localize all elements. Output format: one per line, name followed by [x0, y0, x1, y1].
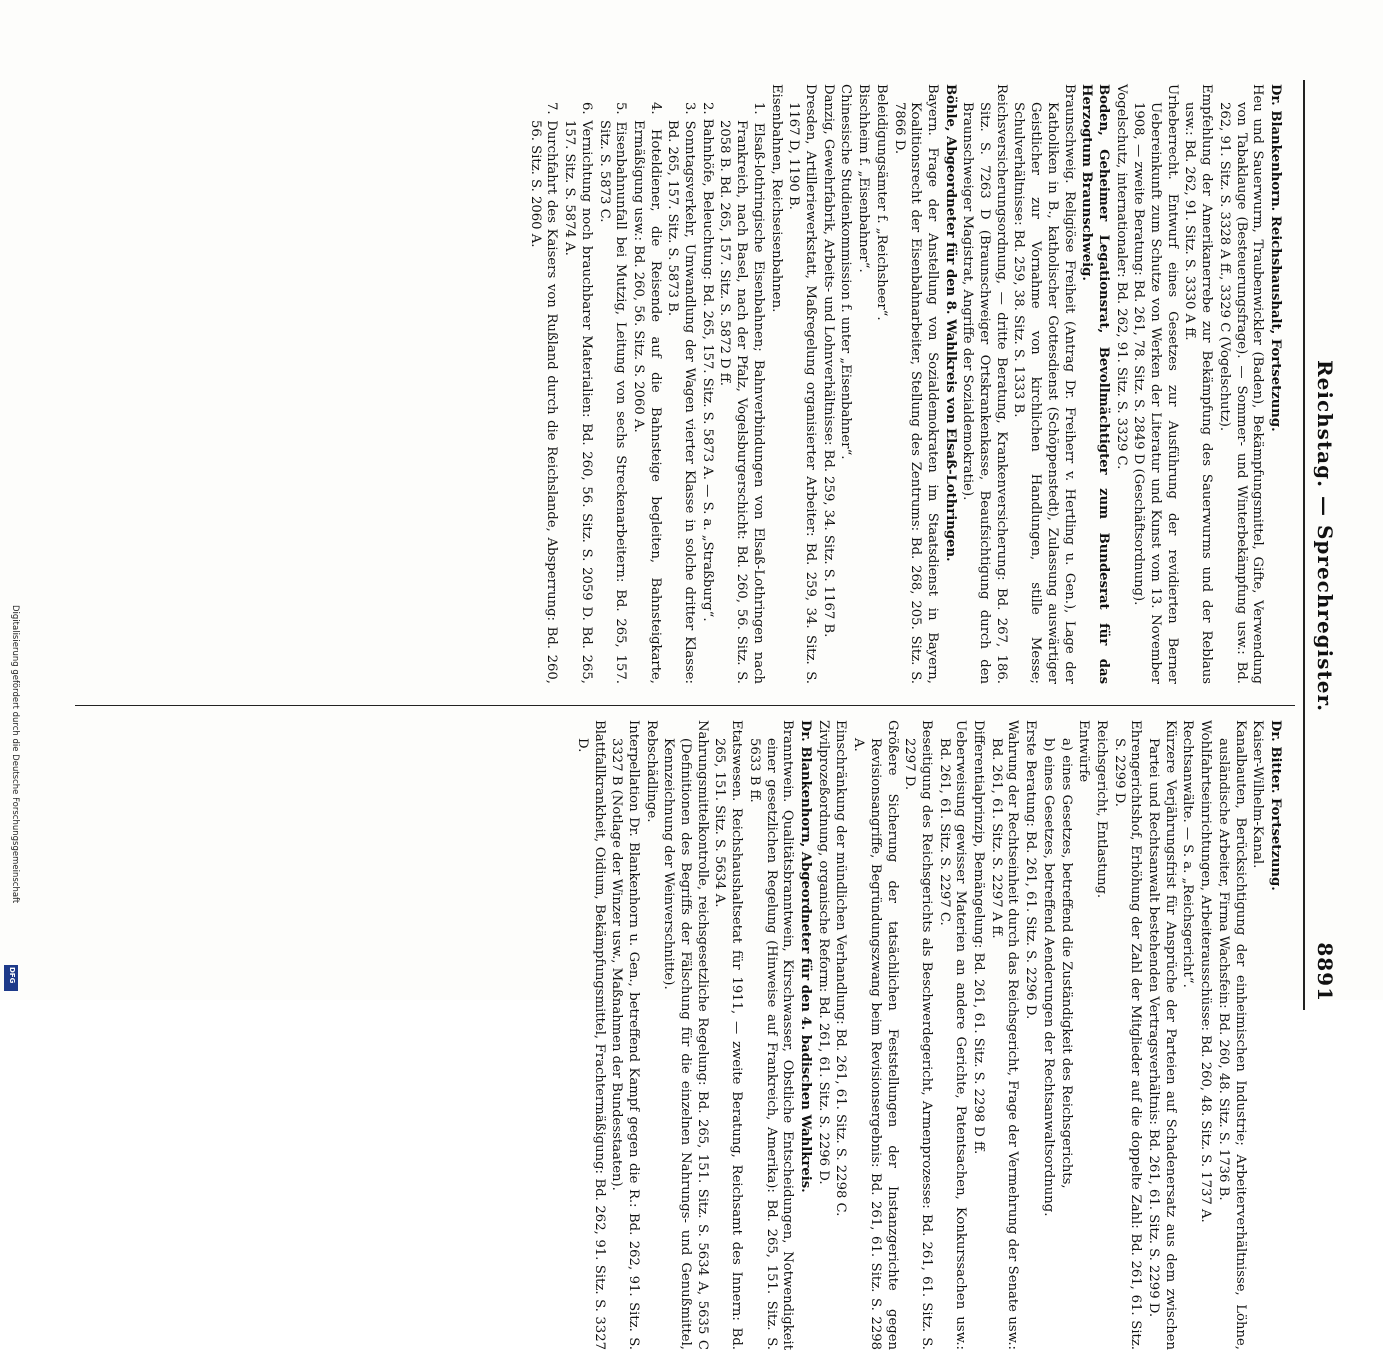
rotated-register-page	[65, 80, 1345, 1350]
entry-text: b) eines Gesetzes, betreffend Aenderungen der Rechtsanwaltsordnung.	[1040, 738, 1056, 1217]
entry-text: Danzig, Gewehrfabrik, Arbeits- und Lohnverhältnisse: Bd. 259, 34. Sitz. S. 1167 B.	[820, 84, 836, 638]
digitization-note: Digitalisierung gefördert durch die Deutsche Forschungsgemeinschaft	[10, 605, 20, 904]
entry-text: 3. Sonntagsverkehr, Umwandlung der Wagen vierter Klasse in solche dritter Klasse: Bd. 265, 157. Sitz. S. 5873 B.	[665, 102, 698, 684]
entry-text: Vogelschutz, internationaler: Bd. 262, 91. Sitz. S. 3329 C.	[1113, 84, 1129, 470]
entry-text: Erste Beratung: Bd. 261, 61. Sitz. S. 2296 D.	[1023, 720, 1039, 1020]
entry-text: Einschränkung der mündlichen Verhandlung: Bd. 261, 61. Sitz. S. 2298 C.	[833, 720, 849, 1217]
entry-text: Größere Sicherung der tatsächlichen Feststellungen der Instanzgerichte gegen Revisionsangriffe, Begründungszwang beim Revisionsergebnis: Bd. 261, 61. Sitz. S. 2298 A.	[851, 720, 900, 1350]
entry-text: Kanalbauten, Berücksichtigung der einheimischen Industrie; Arbeiterverhältnisse, Löhne, ausländische Arbeiter, Firma Wachsfein: Bd. 260, 48. Sitz. S. 1736 B.	[1215, 720, 1248, 1350]
entry-text: Rechtsanwälte. — S. a. „Reichsgericht“.	[1180, 720, 1196, 988]
entry-text: Branntwein. Qualitätsbranntwein, Kirschwasser, Obstliche Entscheidungen, Notwendigkeit einer gesetzlichen Regelung (Hinweise auf Frankreich, Amerika): Bd. 265, 151. Sitz. S. 5633 B ff.	[746, 720, 796, 1350]
entry-text: Heu und Sauerwurm, Traubenwickler (Baden), Bekämpfungsmittel, Gifte, Verwendung von Tabaklauge (Besteuerungsfrage). — Sommer- und Winterbekämpfung usw.: Bd. 262, 91. Sitz. S. 3328 A ff., 3329 C (Vogelschutz).	[1216, 84, 1266, 684]
entry-text: Chinesische Studienkommission f. unter „Eisenbahner“.	[838, 84, 854, 460]
header-rule	[1303, 80, 1305, 1010]
entry-text: Beseitigung des Reichsgerichts als Beschwerdegericht, Armenprozesse: Bd. 261, 61. Sitz. S. 2297 D.	[902, 720, 934, 1350]
entry-text: Entwürfe	[1076, 720, 1092, 783]
entry-text: Reichsgericht, Entlastung.	[1093, 720, 1109, 899]
entry-text: Eisenbahnen, Reichseisenbahnen.	[768, 84, 784, 313]
entry-text: Bischheim f. „Eisenbahner“.	[856, 84, 872, 273]
entry-text: Ehrengerichtshof, Erhöhung der Zahl der Mitglieder auf die doppelte Zahl: Bd. 261, 61. Sitz. S. 2299 D.	[1111, 720, 1144, 1350]
entry-text: Ueberweisung gewisser Materien an andere Gerichte, Patentsachen, Konkurssachen usw.: Bd. 261, 61. Sitz. S. 2297 C.	[936, 720, 969, 1350]
entry-heading: Böhle, Abgeordneter für den 8. Wahlkreis von Elsaß-Lothringen.	[942, 84, 958, 562]
entry-text: 1. Elsaß-lothringische Eisenbahnen; Bahnverbindungen von Elsaß-Lothringen nach Frankreich, nach Basel, nach der Pfalz, Vogelsburgerschicht: Bd. 260, 56. Sitz. S. 2058 B. Bd. 265, 157. Sitz. S. 5872 D ff.	[717, 102, 766, 684]
page-number: 8891	[1313, 942, 1337, 1002]
entry-text: a) eines Gesetzes, betreffend die Zuständigkeit des Reichsgerichts,	[1058, 738, 1074, 1189]
entry-text: 4. Hoteldiener, die Reisende auf die Bahnsteige begleiten, Bahnsteigkarte, Ermäßigung usw.: Bd. 260, 56. Sitz. S. 2060 A.	[630, 102, 663, 684]
entry-text: 7. Durchfahrt des Kaisers von Rußland durch die Reichslande, Absperrung: Bd. 260, 56. Sitz. S. 2060 A.	[527, 102, 560, 684]
entry-text: Empfehlung der Amerikanerrebe zur Bekämpfung des Sauerwurms und der Reblaus usw.: Bd. 262, 91. Sitz. S. 3330 A ff.	[1182, 84, 1215, 684]
entry-text: Braunschweig. Religiöse Freiheit (Antrag Dr. Freiherr v. Hertling u. Gen.), Lage der Katholiken in B., katholischer Gottesdienst (Schöppenstedt), Zulassung auswärtiger Geistlicher zur Vornahme von kirchlichen Handlungen, stille Messe; Schulverhältnisse: Bd. 259, 38. Sitz. S. 1333 B.	[1011, 84, 1077, 684]
entry-text: Blattfallkrankheit, Oidium, Bekämpfungsmittel, Frachtermäßigung: Bd. 262, 91. Sitz. S. 3327 D.	[574, 720, 607, 1350]
entry-text: Beleidigungsämter f. „Reichsheer“.	[873, 84, 889, 321]
entry-text: Bayern. Frage der Anstellung von Sozialdemokraten im Staatsdienst in Bayern, Koalitionsrecht der Eisenbahnarbeiter, Stellung des Zentrums: Bd. 268, 205. Sitz. S. 7866 D.	[891, 84, 940, 684]
entry-text: Differentialprinzip, Bemängelung: Bd. 261, 61. Sitz. S. 2298 D ff.	[971, 720, 987, 1155]
entry-text: 5. Eisenbahnunfall bei Mutzig, Leitung von sechs Streckenarbeitern: Bd. 265, 157. Sitz. S. 5873 C.	[596, 102, 629, 684]
column-divider	[75, 705, 1295, 706]
right-column	[572, 720, 1283, 1350]
entry-heading: Dr. Blankenhorn, Abgeordneter für den 4. badischen Wahlkreis.	[798, 720, 814, 1193]
entry-text: Reichsversicherungsordnung, — dritte Beratung, Krankenversicherung: Bd. 267, 186. Sitz. S. 7263 D (Braunschweiger Ortskrankenkasse, Beaufsichtigung durch den Braunschweiger Magistrat, Angriffe der Sozialdemokratie).	[960, 84, 1009, 684]
entry-text: Zivilprozeßordnung, organische Reform: Bd. 261, 61. Sitz. S. 2296 D.	[815, 720, 831, 1185]
entry-text: 6. Vernichtung noch brauchbarer Materialien: Bd. 260, 56. Sitz. S. 2059 D. Bd. 265, 157. Sitz. S. 5874 A.	[562, 102, 594, 684]
entry-text: Nahrungsmittelkontrolle, reichsgesetzliche Regelung: Bd. 265, 151. Sitz. S. 5634 A, 5635 C (Definitionen des Begriffs der Fälschung für die einzelnen Nahrungs- und Genußmittel, Kennzeichnung der Weinverschnitte).	[661, 720, 710, 1350]
running-head: Reichstag. — Sprechregister.	[1313, 360, 1337, 713]
entry-text: Rebschädlinge.	[643, 720, 659, 823]
entry-text: Wohlfahrtseinrichtungen, Arbeiterausschüsse: Bd. 260, 48. Sitz. S. 1737 A.	[1198, 720, 1214, 1223]
dfg-logo: DFG	[4, 965, 18, 991]
entry-text: Urheberrecht. Entwurf eines Gesetzes zur Ausführung der revidierten Berner Uebereinkunft zum Schutze von Werken der Literatur und Kunst vom 13. November 1908, — zweite Beratung: Bd. 261, 78. Sitz. S. 2849 D (Geschäftsordnung).	[1131, 84, 1180, 684]
entry-text: Interpellation Dr. Blankenhorn u. Gen., betreffend Kampf gegen die R.: Bd. 262, 91. Sitz. S. 3327 B (Notlage der Winzer usw., Maßnahmen der Bundesstaaten).	[609, 720, 641, 1350]
entry-text: Etatswesen. Reichshaushaltsetat für 1911, — zweite Beratung, Reichsamt des Innern: Bd. 265, 151. Sitz. S. 5634 A.	[712, 720, 745, 1350]
entry-heading: Dr. Blankenhorn. Reichshaushalt, Fortsetzung.	[1268, 84, 1283, 432]
left-column	[525, 84, 1283, 684]
entry-text: Kaiser-Wilhelm-Kanal.	[1250, 720, 1266, 869]
entry-text: Wahrung der Rechtseinheit durch das Reichsgericht, Frage der Vermehrung der Senate usw.: Bd. 261, 61. Sitz. S. 2297 A ff.	[988, 720, 1021, 1350]
entry-text: 2. Bahnhöfe, Beleuchtung: Bd. 265, 157. Sitz. S. 5873 A. — S. a. „Straßburg“.	[699, 102, 715, 622]
entry-text: Dresden, Artilleriewerkstatt, Maßregelung organisierter Arbeiter: Bd. 259, 34. Sitz. S. 1167 D, 1190 B.	[786, 84, 819, 684]
entry-heading: Boden, Geheimer Legationsrat, Bevollmächtigter zum Bundesrat für das Herzogtum Braunschweig.	[1079, 84, 1111, 684]
entry-heading: Dr. Bitter. Fortsetzung.	[1268, 720, 1283, 891]
entry-text: Kürzere Verjährungsfrist für Ansprüche der Parteien auf Schadenersatz aus dem zwischen Partei und Rechtsanwalt bestehenden Vertragsverhältnis: Bd. 261, 61. Sitz. S. 2299 D.	[1146, 720, 1178, 1350]
